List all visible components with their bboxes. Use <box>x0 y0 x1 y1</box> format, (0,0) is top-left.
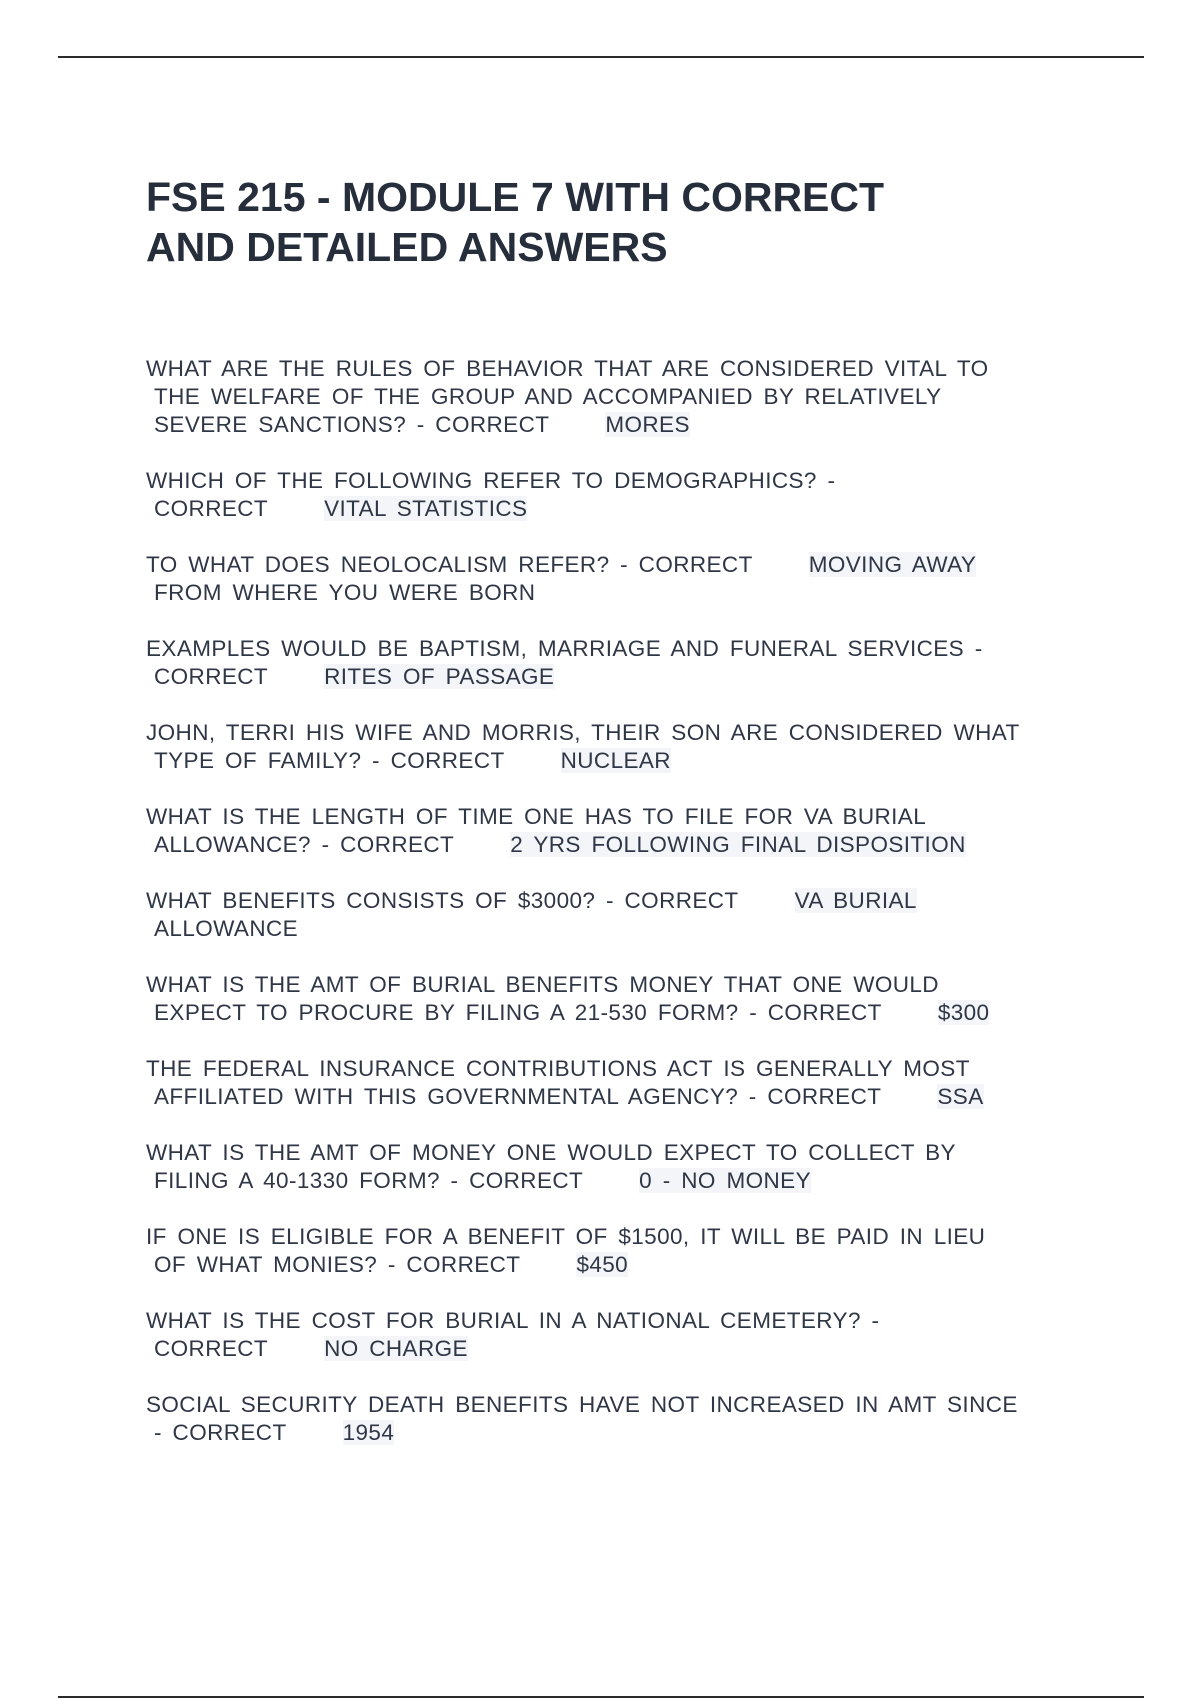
question-line <box>146 635 1096 663</box>
qa-item <box>146 719 1096 775</box>
question-text: CORRECT <box>154 496 269 521</box>
title-line-2: AND DETAILED ANSWERS <box>146 224 668 270</box>
qa-item <box>146 1223 1096 1279</box>
question-text: THE FEDERAL INSURANCE CONTRIBUTIONS ACT IS GENERALLY MOST <box>146 1056 970 1081</box>
question-text: WHAT IS THE AMT OF MONEY ONE WOULD EXPECT TO COLLECT BY <box>146 1140 956 1165</box>
question-line <box>146 663 1096 691</box>
question-line <box>146 1083 1096 1111</box>
question-text: WHAT IS THE COST FOR BURIAL IN A NATIONAL CEMETERY? - <box>146 1308 880 1333</box>
question-text: CORRECT <box>154 664 269 689</box>
question-text: ALLOWANCE? - CORRECT <box>154 832 455 857</box>
answer-continuation: FROM WHERE YOU WERE BORN <box>154 580 536 605</box>
qa-item <box>146 887 1096 943</box>
title-line-1: FSE 215 - MODULE 7 WITH CORRECT <box>146 174 885 220</box>
question-text: EXAMPLES WOULD BE BAPTISM, MARRIAGE AND FUNERAL SERVICES - <box>146 636 983 661</box>
question-line <box>146 803 1096 831</box>
question-text: SEVERE SANCTIONS? - CORRECT <box>154 412 550 437</box>
qa-item <box>146 1139 1096 1195</box>
qa-item <box>146 971 1096 1027</box>
question-text: OF WHAT MONIES? - CORRECT <box>154 1252 521 1277</box>
question-text: WHAT ARE THE RULES OF BEHAVIOR THAT ARE CONSIDERED VITAL TO <box>146 356 989 381</box>
top-rule <box>58 56 1144 58</box>
question-line <box>146 747 1096 775</box>
question-line <box>146 495 1096 523</box>
answer-text: NO CHARGE <box>324 1336 468 1361</box>
document-title <box>146 172 1046 272</box>
question-line <box>146 551 1096 579</box>
question-line <box>146 719 1096 747</box>
bottom-rule <box>58 1696 1144 1698</box>
question-text: TO WHAT DOES NEOLOCALISM REFER? - CORRECT <box>146 552 753 577</box>
question-text: TYPE OF FAMILY? - CORRECT <box>154 748 505 773</box>
question-text: WHAT BENEFITS CONSISTS OF $3000? - CORRECT <box>146 888 739 913</box>
question-text: - CORRECT <box>154 1420 287 1445</box>
answer-text: 1954 <box>342 1420 395 1445</box>
answer-text: VA BURIAL <box>794 888 917 913</box>
answer-text: VITAL STATISTICS <box>324 496 528 521</box>
answer-continuation: ALLOWANCE <box>154 916 299 941</box>
question-line <box>146 831 1096 859</box>
question-line <box>146 1167 1096 1195</box>
question-text: THE WELFARE OF THE GROUP AND ACCOMPANIED BY RELATIVELY <box>154 384 942 409</box>
answer-text: $300 <box>937 1000 990 1025</box>
question-line <box>146 887 1096 915</box>
answer-text: 0 - NO MONEY <box>639 1168 811 1193</box>
answer-text: SSA <box>937 1084 984 1109</box>
answer-text: RITES OF PASSAGE <box>324 664 555 689</box>
question-line <box>146 1391 1096 1419</box>
qa-item <box>146 635 1096 691</box>
question-text: AFFILIATED WITH THIS GOVERNMENTAL AGENCY? - CORRECT <box>154 1084 882 1109</box>
question-text: WHAT IS THE LENGTH OF TIME ONE HAS TO FILE FOR VA BURIAL <box>146 804 927 829</box>
qa-item <box>146 803 1096 859</box>
question-text: IF ONE IS ELIGIBLE FOR A BENEFIT OF $1500, IT WILL BE PAID IN LIEU <box>146 1224 986 1249</box>
qa-item <box>146 1307 1096 1363</box>
question-line <box>146 971 1096 999</box>
answer-text: $450 <box>576 1252 629 1277</box>
question-line <box>146 1335 1096 1363</box>
question-text: JOHN, TERRI HIS WIFE AND MORRIS, THEIR SON ARE CONSIDERED WHAT <box>146 720 1020 745</box>
question-text: SOCIAL SECURITY DEATH BENEFITS HAVE NOT INCREASED IN AMT SINCE <box>146 1392 1018 1417</box>
question-text: WHAT IS THE AMT OF BURIAL BENEFITS MONEY THAT ONE WOULD <box>146 972 939 997</box>
answer-text: NUCLEAR <box>560 748 671 773</box>
question-line <box>146 1139 1096 1167</box>
question-text: EXPECT TO PROCURE BY FILING A 21-530 FORM? - CORRECT <box>154 1000 882 1025</box>
question-text: CORRECT <box>154 1336 269 1361</box>
question-line <box>146 1419 1096 1447</box>
question-line <box>146 1307 1096 1335</box>
qa-item <box>146 1391 1096 1447</box>
answer-text: MORES <box>605 412 690 437</box>
qa-item <box>146 467 1096 523</box>
qa-list <box>146 355 1096 1475</box>
question-line <box>146 355 1096 383</box>
question-line <box>146 411 1096 439</box>
question-line <box>146 1055 1096 1083</box>
question-text: FILING A 40-1330 FORM? - CORRECT <box>154 1168 584 1193</box>
question-text: WHICH OF THE FOLLOWING REFER TO DEMOGRAPHICS? - <box>146 468 836 493</box>
qa-item <box>146 355 1096 439</box>
question-line <box>146 999 1096 1027</box>
question-line <box>146 467 1096 495</box>
answer-text: MOVING AWAY <box>808 552 977 577</box>
question-line <box>146 1223 1096 1251</box>
answer-text: 2 YRS FOLLOWING FINAL DISPOSITION <box>510 832 966 857</box>
question-line <box>146 383 1096 411</box>
qa-item <box>146 1055 1096 1111</box>
qa-item <box>146 551 1096 607</box>
question-line <box>146 1251 1096 1279</box>
